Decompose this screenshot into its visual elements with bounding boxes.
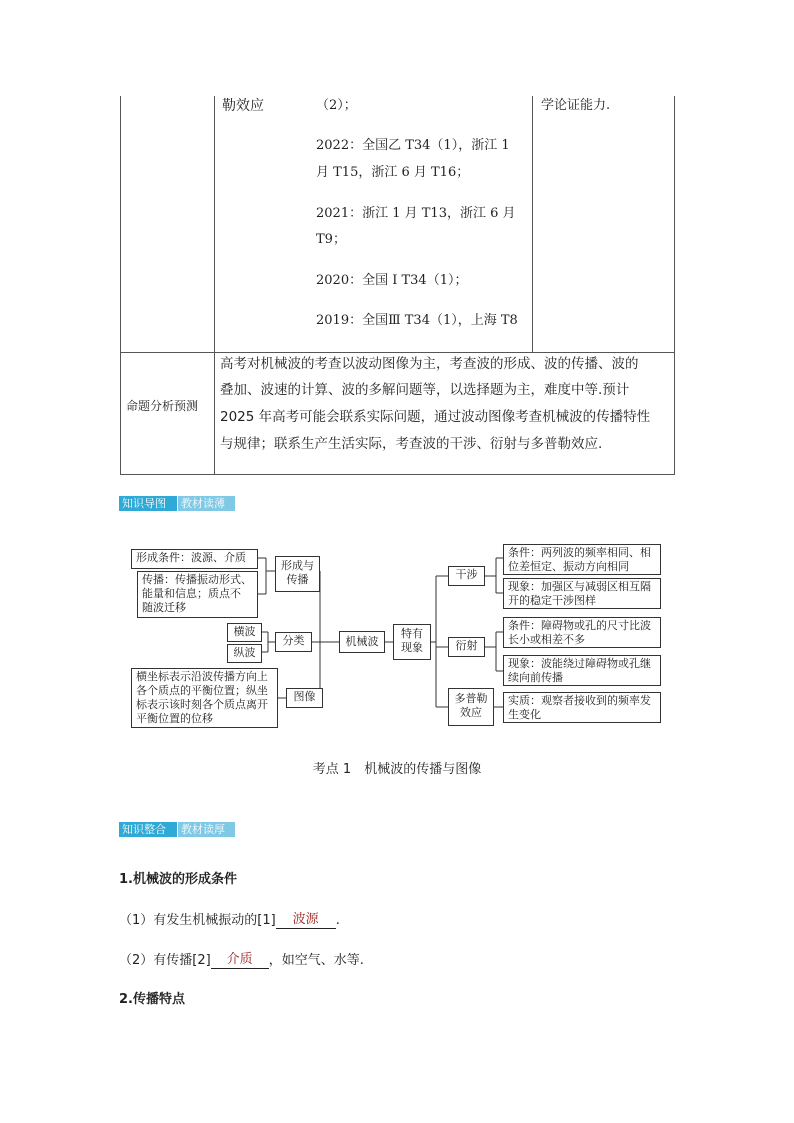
table-row1-exam-line-3: 月 T15，浙江 6 月 T16；	[316, 165, 470, 180]
table-row1-exam-line-5: T9；	[316, 232, 346, 247]
doppler-effect-node: 多普勒 效应	[448, 688, 494, 726]
table-row1-exam-line-1: （2）；	[316, 98, 357, 113]
special-phenomena-node: 特有现象	[393, 624, 431, 660]
table-row2-line-1: 高考对机械波的考查以波动图像为主，考查波的形成、波的传播、波的	[220, 356, 639, 372]
table-row1-exam-line-6: 2020：全国 I T34（1）；	[316, 273, 468, 288]
blank-2-text: 介质	[226, 952, 253, 967]
exam-point-title: 考点 1 机械波的传播与图像	[312, 762, 482, 777]
p1-suffix: .	[335, 913, 340, 928]
badge-main-label: 知识整合	[119, 822, 177, 837]
diffraction-phenomenon-box: 现象：波能绕过障碍物或孔继 续向前传播	[503, 655, 661, 686]
diffraction-condition-box: 条件：障碍物或孔的尺寸比波 长小或相差不多	[503, 617, 661, 648]
table-row1-ability: 学论证能力.	[541, 98, 611, 113]
graph-description-box: 横坐标表示沿波传播方向上 各个质点的平衡位置；纵坐 标表示该时刻各个质点离开 平衡位置的位移	[131, 668, 278, 728]
section-badge-knowledge-integration	[119, 822, 235, 837]
blank-1-answer	[276, 912, 336, 929]
badge-sub-label: 教材读厚	[178, 822, 235, 837]
section-badge-knowledge-map	[119, 496, 235, 511]
table-row1-exam-line-7: 2019：全国Ⅲ T34（1），上海 T8	[316, 313, 518, 328]
interference-node: 干涉	[448, 566, 485, 586]
p2-prefix: （2）有传播[2]	[119, 953, 211, 968]
transverse-wave-node: 横波	[227, 623, 262, 642]
formation-condition-box: 形成条件：波源、介质	[131, 549, 258, 569]
table-row2-line-4: 与规律；联系生产生活实际，考查波的干涉、衍射与多普勒效应.	[220, 436, 603, 452]
badge-sub-label: 教材读薄	[178, 496, 235, 511]
table-row1-topic: 勒效应	[222, 98, 264, 114]
doppler-essence-box: 实质：观察者接收到的频率发 生变化	[503, 692, 661, 723]
formation-propagation-node: 形成与传播	[275, 556, 320, 592]
heading-formation-conditions: 1.机械波的形成条件	[119, 872, 237, 887]
interference-phenomenon-box: 现象：加强区与减弱区相互隔 开的稳定干涉图样	[503, 578, 661, 609]
table-row2-line-3: 2025 年高考可能会联系实际问题，通过波动图像考查机械波的传播特性	[220, 409, 651, 425]
interference-condition-box: 条件：两列波的频率相同、相 位差恒定、振动方向相同	[503, 544, 661, 575]
table-row1-exam-line-2: 2022：全国乙 T34（1），浙江 1	[316, 138, 510, 153]
info-table	[0, 0, 794, 480]
longitudinal-wave-node: 纵波	[227, 644, 262, 663]
graph-node: 图像	[286, 688, 323, 708]
blank-1-text: 波源	[292, 912, 319, 927]
table-row2-line-2: 叠加、波速的计算、波的多解问题等，以选择题为主，难度中等.预计	[220, 382, 630, 398]
heading-propagation-features: 2.传播特点	[119, 992, 185, 1007]
propagation-box: 传播：传播振动形式、 能量和信息；质点不 随波迁移	[137, 571, 258, 618]
mind-map	[0, 530, 794, 740]
p1-prefix: （1）有发生机械振动的[1]	[119, 913, 276, 928]
p2-suffix: ，如空气、水等.	[268, 953, 364, 968]
paragraph-medium	[119, 952, 364, 969]
diffraction-node: 衍射	[448, 637, 485, 657]
classification-node: 分类	[275, 632, 312, 652]
blank-2-answer	[211, 952, 269, 969]
mechanical-wave-center-node: 机械波	[339, 631, 385, 653]
table-row2-label: 命题分析预测	[126, 399, 199, 413]
badge-main-label: 知识导图	[119, 496, 177, 511]
table-row1-exam-line-4: 2021：浙江 1 月 T13，浙江 6 月	[316, 206, 516, 221]
paragraph-wave-source	[119, 912, 340, 929]
